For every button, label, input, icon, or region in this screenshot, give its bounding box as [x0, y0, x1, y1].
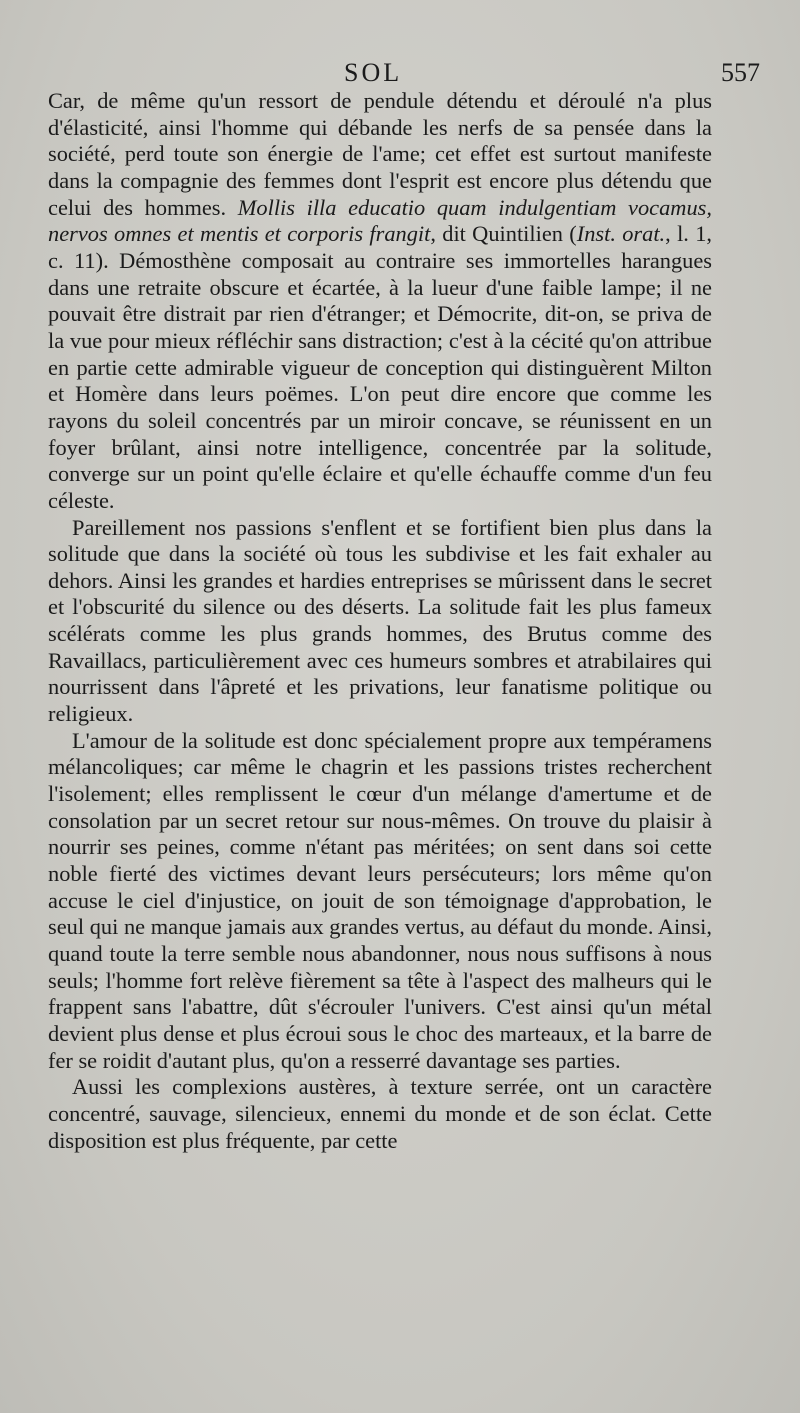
text-run: Pareillement nos passions s'enflent et se fortifient bien plus dans la solitude que dans la société où tous les subdivise et les fait exhaler au dehors. Ainsi les grandes et hardies entreprises se mûrissent dans le secret et l'obscurité du silence ou des déserts. La solitude fait les plus fameux scélérats comme les plus grands hommes, des Brutus comme des Ravaillacs, particulièrement avec ces humeurs sombres et atrabilaires qui nourrissent dans l'âpreté et les privations, leur fanatisme politique ou religieux. [48, 514, 712, 727]
text-run: , l. 1, c. 11). Démosthène composait au contraire ses immortelles harangues dans une retraite obscure et écartée, à la lueur d'une faible lampe; il ne pouvait être distrait par rien d'étranger; et Démocrite, dit-on, se priva de la vue pour mieux réfléchir sans distraction; c'est à la cécité qu'on attribue en partie cette admirable vigueur de conception qui distinguèrent Milton et Homère dans leurs poëmes. L'on peut dire encore que comme les rayons du soleil concentrés par un miroir concave, se réunissent en un foyer brûlant, ainsi notre intelligence, concentrée par la solitude, converge sur un point qu'elle éclaire et qu'elle échauffe comme d'un feu céleste. [48, 221, 712, 513]
text-run: Aussi les complexions austères, à texture serrée, ont un caractère concentré, sauvage, silencieux, ennemi du monde et de son éclat. Cette disposition est plus fréquente, par cette [48, 1074, 712, 1153]
text-run: , dit Quintilien ( [430, 221, 577, 247]
paragraph [48, 88, 712, 515]
text-run: L'amour de la solitude est donc spécialement propre aux tempéramens mélancoliques; car même le chagrin et les passions tristes recherchent l'isolement; elles remplissent le cœur d'un mélange d'amertume et de consolation par un secret retour sur nous-mêmes. On trouve du plaisir à nourrir ses peines, comme n'étant pas méritées; on sent dans soi cette noble fierté des victimes devant leurs persécuteurs; lors même qu'on accuse le ciel d'injustice, on jouit de son témoignage d'approbation, le seul qui ne manque jamais aux grandes vertus, au défaut du monde. Ainsi, quand toute la terre semble nous abandonner, nous nous suffisons à nous seuls; l'homme fort relève fièrement sa tête à l'aspect des malheurs qui le frappent sans l'abattre, dût s'écrouler l'univers. C'est ainsi qu'un métal devient plus dense et plus écroui sous le choc des marteaux, et la barre de fer se roidit d'autant plus, qu'on a resserré davantage ses parties. [48, 727, 712, 1073]
body-text [48, 88, 712, 1154]
page-number: 557 [721, 58, 760, 87]
paragraph [48, 515, 712, 728]
paragraph [48, 728, 712, 1075]
running-head: SOL [344, 58, 403, 87]
latin-quotation: Mollis illa educatio quam indulgentiam vocamus, nervos omnes et mentis et corporis frangit [48, 194, 712, 247]
text-run: Car, de même qu'un ressort de pendule détendu et déroulé n'a plus d'élasticité, ainsi l'homme qui débande les nerfs de sa pensée dans la société, perd toute son énergie de l'ame; cet effet est surtout manifeste dans la compagnie des femmes dont l'esprit est encore plus détendu que celui des hommes. [48, 88, 712, 220]
citation-title: Inst. orat. [576, 221, 666, 247]
page-header [48, 58, 760, 92]
paragraph [48, 1074, 712, 1154]
